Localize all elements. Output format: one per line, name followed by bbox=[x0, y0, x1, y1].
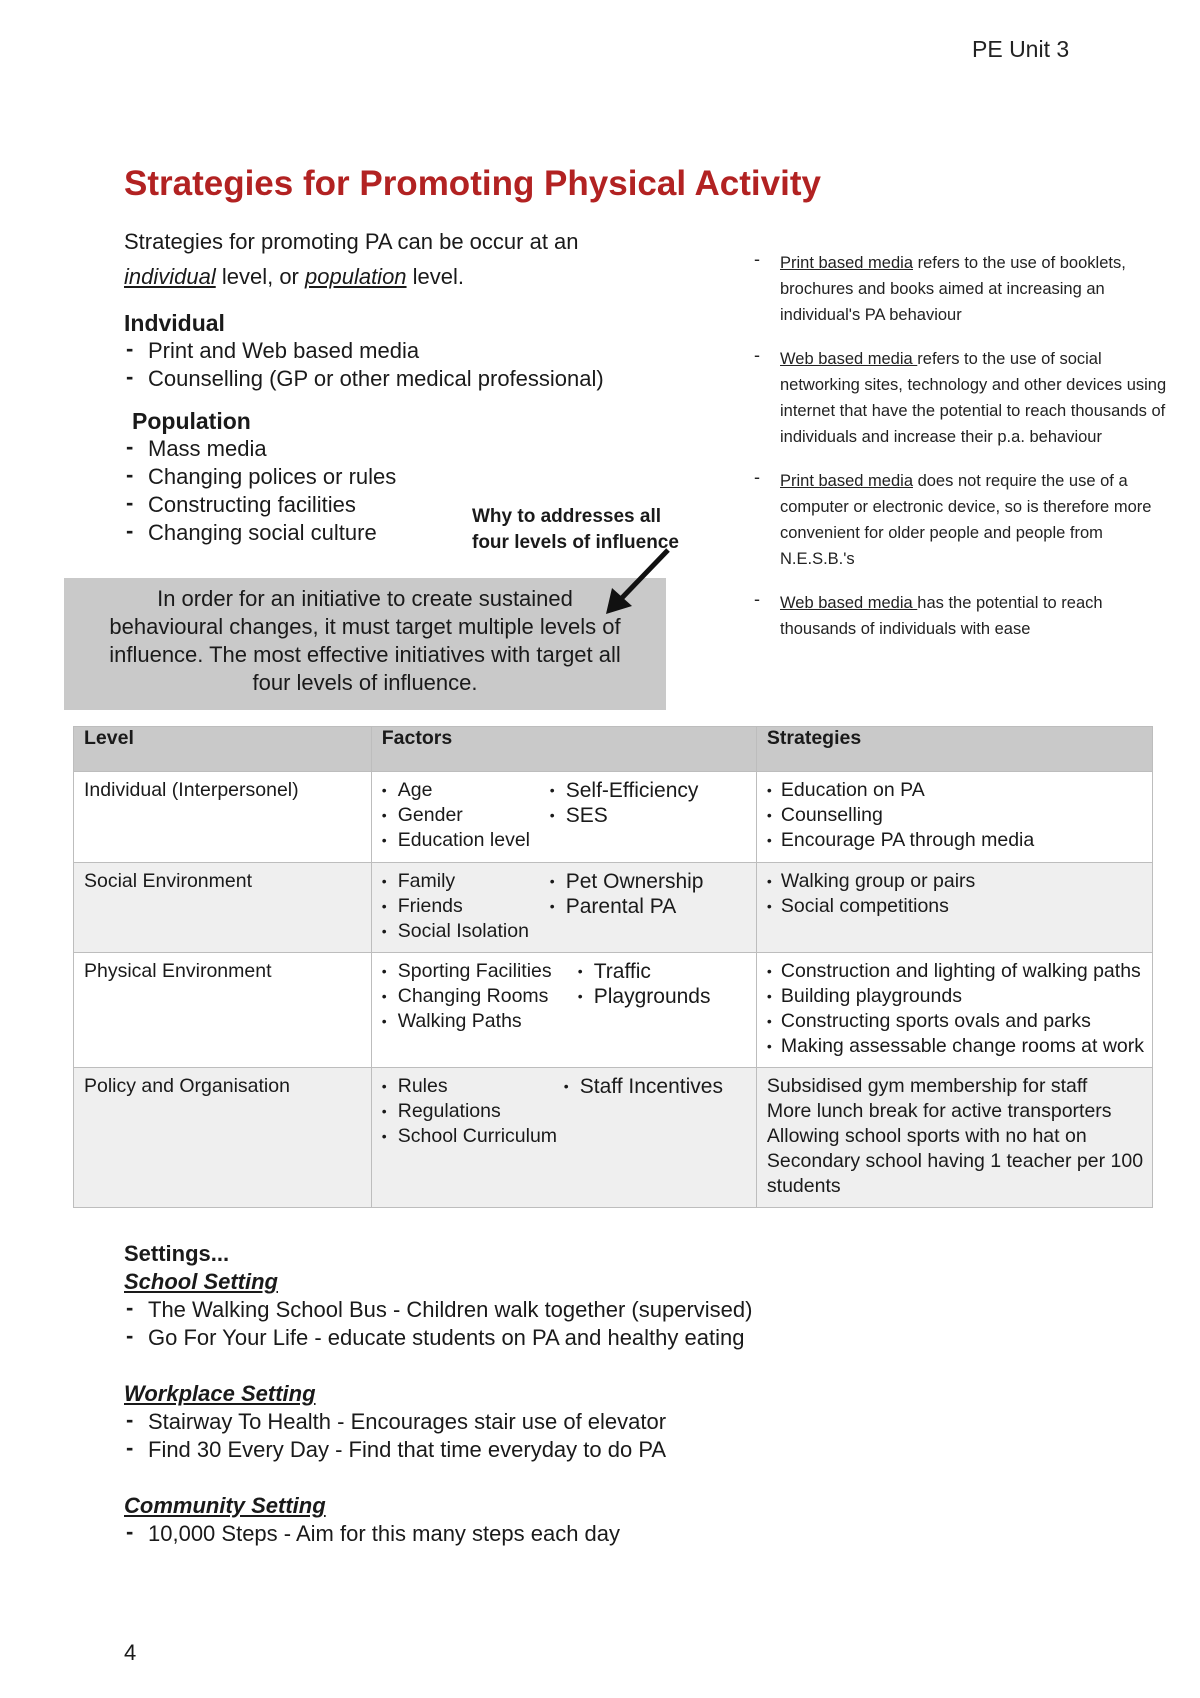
factors-list bbox=[382, 959, 578, 1034]
factors-list bbox=[564, 1074, 723, 1149]
levels-table bbox=[73, 726, 1153, 1208]
list-item: • Changing Rooms bbox=[382, 984, 578, 1009]
key-message-line-3: influence. The most effective initiatives with target all bbox=[109, 642, 621, 667]
factors-list bbox=[382, 1074, 564, 1149]
factors-cell bbox=[371, 1068, 756, 1208]
list-item: • Family bbox=[382, 869, 550, 894]
list-item: - The Walking School Bus - Children walk together (supervised) bbox=[124, 1296, 924, 1324]
table-row bbox=[74, 1068, 1153, 1208]
note-term: Web based media bbox=[780, 350, 918, 368]
note-term: Print based media bbox=[780, 472, 913, 490]
workplace-setting-list bbox=[124, 1408, 924, 1464]
key-message-line-2: behavioural changes, it must target multiple levels of bbox=[109, 614, 621, 639]
community-setting-title: Community Setting bbox=[124, 1493, 326, 1518]
media-note bbox=[752, 346, 1172, 450]
key-message-line-1: In order for an initiative to create sustained bbox=[157, 586, 573, 611]
key-message-box bbox=[64, 578, 666, 710]
list-item: Allowing school sports with no hat on bbox=[766, 1125, 1087, 1147]
key-message-line-4: four levels of influence. bbox=[252, 670, 478, 695]
header-unit-label: PE Unit 3 bbox=[972, 36, 1070, 62]
list-item: More lunch break for active transporters bbox=[766, 1100, 1112, 1122]
page-title: Strategies for Promoting Physical Activity bbox=[124, 164, 821, 203]
list-item: - Changing polices or rules bbox=[124, 463, 396, 491]
list-item: • Traffic bbox=[578, 959, 711, 984]
table-row bbox=[74, 863, 1153, 953]
list-item: - Changing social culture bbox=[124, 519, 396, 547]
list-item: - Counselling (GP or other medical professional) bbox=[124, 365, 604, 393]
list-item: - 10,000 Steps - Aim for this many steps each day bbox=[124, 1520, 924, 1548]
factors-list bbox=[550, 778, 699, 853]
list-item: • Self-Efficiency bbox=[550, 778, 699, 803]
intro-end: level. bbox=[406, 264, 465, 289]
arrow-icon bbox=[600, 540, 680, 620]
individual-section bbox=[124, 310, 604, 393]
note-term: Print based media bbox=[780, 254, 913, 272]
factors-list bbox=[578, 959, 711, 1034]
list-item: • Parental PA bbox=[550, 894, 704, 919]
list-item: • Rules bbox=[382, 1074, 564, 1099]
list-item: • Regulations bbox=[382, 1099, 564, 1124]
list-item: • Friends bbox=[382, 894, 550, 919]
list-item: • School Curriculum bbox=[382, 1124, 564, 1149]
strategies-cell bbox=[756, 953, 1152, 1068]
note-text: refers to the use of booklets, brochures and books aimed at increasing an individual's PA behaviour bbox=[780, 254, 1126, 324]
population-list bbox=[124, 435, 396, 547]
list-item: students bbox=[766, 1175, 841, 1197]
list-item: Secondary school having 1 teacher per 100 bbox=[766, 1150, 1144, 1172]
intro-paragraph bbox=[124, 224, 684, 294]
population-heading: Population bbox=[132, 408, 251, 434]
level-cell: Physical Environment bbox=[74, 953, 372, 1068]
strategies-list bbox=[767, 869, 1144, 919]
factors-list bbox=[550, 869, 704, 944]
list-item: • Education on PA bbox=[767, 778, 1144, 803]
list-item: - Constructing facilities bbox=[124, 491, 396, 519]
workplace-setting-title: Workplace Setting bbox=[124, 1381, 316, 1406]
note-text: does not require the use of a computer or electronic device, so is therefore more convenient for older people and people from N.E.S.B.'s bbox=[780, 472, 1152, 568]
list-item: • Building playgrounds bbox=[767, 984, 1144, 1009]
list-item: • Gender bbox=[382, 803, 550, 828]
intro-mid: level, or bbox=[215, 264, 305, 289]
intro-line-1: Strategies for promoting PA can be occur at an bbox=[124, 229, 579, 254]
list-item: • Age bbox=[382, 778, 550, 803]
list-item: Subsidised gym membership for staff bbox=[766, 1075, 1088, 1097]
list-item: • Social Isolation bbox=[382, 919, 550, 944]
individual-heading: Indvidual bbox=[124, 310, 225, 336]
table-header-row bbox=[74, 727, 1153, 772]
settings-section bbox=[124, 1240, 924, 1548]
list-item: • Pet Ownership bbox=[550, 869, 704, 894]
school-setting-list bbox=[124, 1296, 924, 1352]
factors-list bbox=[382, 778, 550, 853]
list-item: • Playgrounds bbox=[578, 984, 711, 1009]
strategies-cell bbox=[756, 1068, 1152, 1208]
table-row bbox=[74, 772, 1153, 863]
list-item: • SES bbox=[550, 803, 699, 828]
level-cell: Social Environment bbox=[74, 863, 372, 953]
why-note-line-1: Why to addresses all bbox=[472, 506, 662, 527]
media-note bbox=[752, 468, 1172, 572]
strategies-cell bbox=[756, 772, 1152, 863]
list-item: • Making assessable change rooms at work bbox=[767, 1034, 1144, 1059]
note-text: has the potential to reach thousands of individuals with ease bbox=[780, 594, 1103, 638]
individual-list bbox=[124, 337, 604, 393]
list-item: • Staff Incentives bbox=[564, 1074, 723, 1099]
individual-word: individual bbox=[124, 264, 216, 289]
list-item: - Go For Your Life - educate students on PA and healthy eating bbox=[124, 1324, 924, 1352]
column-header-factors: Factors bbox=[371, 727, 756, 772]
list-item: • Walking group or pairs bbox=[767, 869, 1144, 894]
community-setting-list bbox=[124, 1520, 924, 1548]
population-section bbox=[124, 408, 396, 547]
factors-cell bbox=[371, 772, 756, 863]
media-note bbox=[752, 250, 1172, 328]
level-cell: Policy and Organisation bbox=[74, 1068, 372, 1208]
strategies-list bbox=[767, 1074, 1144, 1199]
note-text: refers to the use of social networking sites, technology and other devices using internet that have the potential to reach thousands of individuals and increase their p.a. behaviour bbox=[780, 350, 1167, 446]
list-item: • Social competitions bbox=[767, 894, 1144, 919]
list-item: • Walking Paths bbox=[382, 1009, 578, 1034]
list-item: - Find 30 Every Day - Find that time everyday to do PA bbox=[124, 1436, 924, 1464]
list-item: - Mass media bbox=[124, 435, 396, 463]
note-term: Web based media bbox=[780, 594, 918, 612]
level-cell: Individual (Interpersonel) bbox=[74, 772, 372, 863]
column-header-strategies: Strategies bbox=[756, 727, 1152, 772]
list-item: • Constructing sports ovals and parks bbox=[767, 1009, 1144, 1034]
factors-cell bbox=[371, 953, 756, 1068]
why-note-line-2: four levels of influence bbox=[472, 532, 679, 553]
factors-cell bbox=[371, 863, 756, 953]
list-item: • Encourage PA through media bbox=[767, 828, 1144, 853]
intro-line-2 bbox=[124, 259, 684, 294]
media-note bbox=[752, 590, 1172, 642]
settings-heading: Settings... bbox=[124, 1241, 230, 1266]
media-notes bbox=[752, 250, 1172, 660]
list-item: - Stairway To Health - Encourages stair use of elevator bbox=[124, 1408, 924, 1436]
strategies-list bbox=[767, 959, 1144, 1059]
list-item: • Construction and lighting of walking paths bbox=[767, 959, 1144, 984]
population-word: population bbox=[305, 264, 407, 289]
list-item: • Education level bbox=[382, 828, 550, 853]
strategies-list bbox=[767, 778, 1144, 853]
table-row bbox=[74, 953, 1153, 1068]
list-item: - Print and Web based media bbox=[124, 337, 604, 365]
strategies-cell bbox=[756, 863, 1152, 953]
column-header-level: Level bbox=[74, 727, 372, 772]
list-item: • Counselling bbox=[767, 803, 1144, 828]
page-number: 4 bbox=[124, 1640, 137, 1665]
school-setting-title: School Setting bbox=[124, 1269, 278, 1294]
list-item: • Sporting Facilities bbox=[382, 959, 578, 984]
factors-list bbox=[382, 869, 550, 944]
